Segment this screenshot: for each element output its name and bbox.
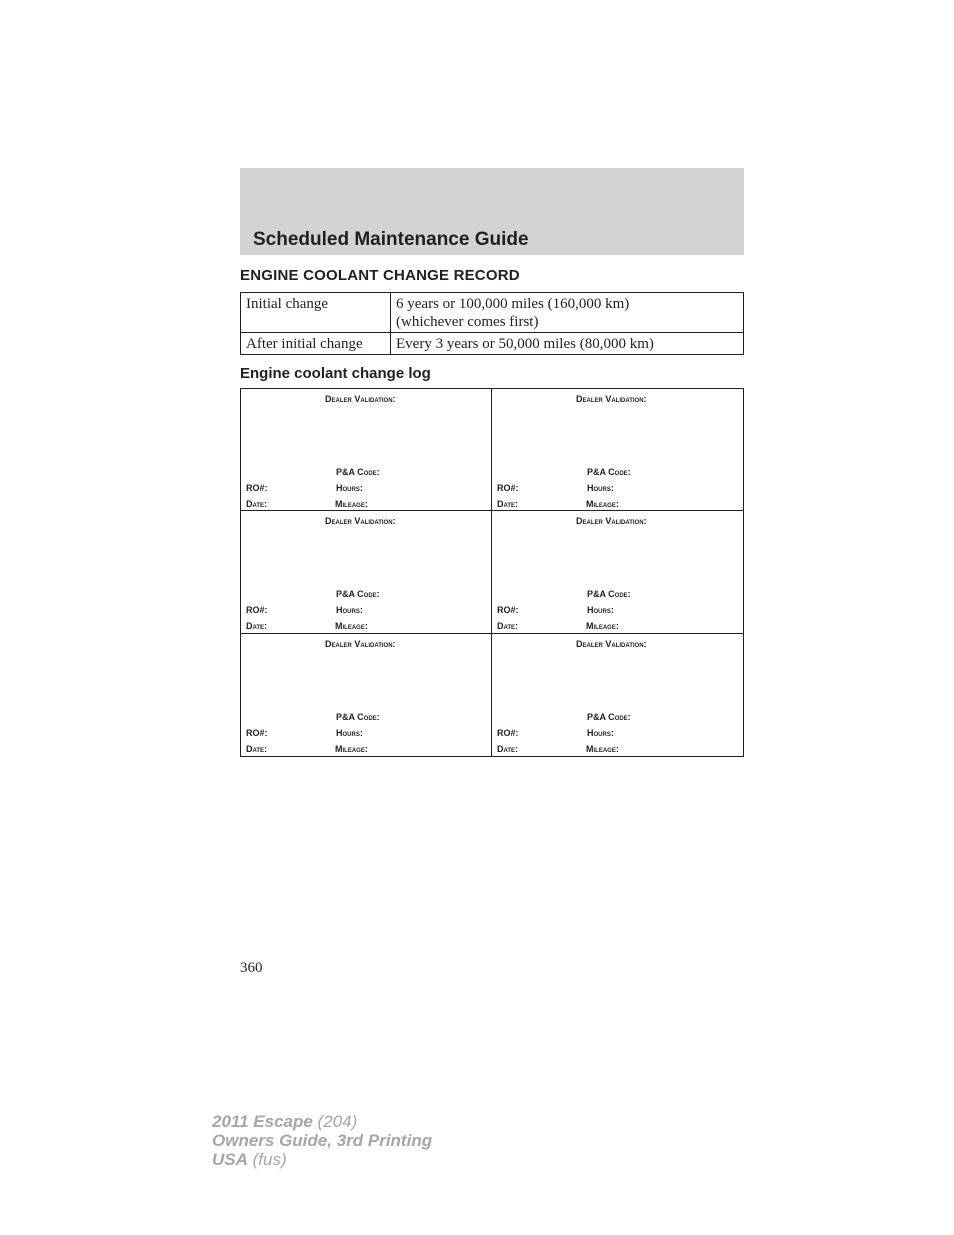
- pa-code-label: P&A Code:: [336, 711, 380, 722]
- hours-label: Hours:: [336, 727, 363, 738]
- footer-imprint: [212, 1112, 432, 1169]
- mileage-label: Mileage:: [335, 499, 368, 509]
- mileage-label: Mileage:: [335, 621, 368, 632]
- ro-label: RO#:: [246, 483, 268, 493]
- page-title: Scheduled Maintenance Guide: [253, 229, 529, 250]
- footer-line: Owners Guide, 3rd Printing: [212, 1131, 433, 1150]
- hours-label: Hours:: [587, 483, 614, 493]
- hours-label: Hours:: [587, 605, 614, 616]
- footer-market-code: (fus): [247, 1150, 287, 1169]
- pa-code-label: P&A Code:: [336, 467, 380, 477]
- log-entry-cell: [492, 389, 743, 511]
- coolant-change-log-grid: [240, 388, 744, 757]
- footer-line: [212, 1150, 432, 1169]
- log-entry-cell: [241, 634, 492, 756]
- dealer-validation-label: Dealer Validation:: [576, 638, 647, 649]
- table-cell-label: After initial change: [241, 333, 391, 355]
- footer-model: 2011 Escape: [212, 1112, 313, 1131]
- dealer-validation-label: Dealer Validation:: [325, 638, 396, 649]
- ro-label: RO#:: [246, 605, 268, 616]
- section-heading: ENGINE COOLANT CHANGE RECORD: [240, 267, 520, 284]
- table-row: [241, 333, 744, 355]
- hours-label: Hours:: [587, 727, 614, 738]
- ro-label: RO#:: [497, 727, 519, 738]
- ro-label: RO#:: [246, 727, 268, 738]
- pa-code-label: P&A Code:: [336, 589, 380, 600]
- table-cell-value: [391, 293, 744, 333]
- table-cell-value: Every 3 years or 50,000 miles (80,000 km): [391, 333, 744, 355]
- pa-code-label: P&A Code:: [587, 711, 631, 722]
- footer-line: [212, 1112, 432, 1131]
- table-cell-label: Initial change: [241, 293, 391, 333]
- hours-label: Hours:: [336, 483, 363, 493]
- log-entry-cell: [492, 634, 743, 756]
- mileage-label: Mileage:: [586, 621, 619, 632]
- page-number: 360: [240, 960, 263, 976]
- pa-code-label: P&A Code:: [587, 589, 631, 600]
- mileage-label: Mileage:: [335, 743, 368, 754]
- date-label: Date:: [497, 621, 519, 632]
- ro-label: RO#:: [497, 605, 519, 616]
- footer-market: USA: [212, 1150, 248, 1169]
- dealer-validation-label: Dealer Validation:: [325, 516, 396, 527]
- value-line: (whichever comes first): [396, 314, 539, 330]
- date-label: Date:: [246, 621, 268, 632]
- log-entry-cell: [241, 389, 492, 511]
- date-label: Date:: [246, 499, 268, 509]
- log-heading: Engine coolant change log: [240, 365, 431, 382]
- mileage-label: Mileage:: [586, 499, 619, 509]
- dealer-validation-label: Dealer Validation:: [576, 516, 647, 527]
- dealer-validation-label: Dealer Validation:: [325, 394, 396, 404]
- header-band: [240, 168, 744, 255]
- coolant-change-record-table: [240, 292, 744, 355]
- pa-code-label: P&A Code:: [587, 467, 631, 477]
- ro-label: RO#:: [497, 483, 519, 493]
- log-entry-cell: [492, 511, 743, 633]
- value-line: 6 years or 100,000 miles (160,000 km): [396, 296, 630, 312]
- date-label: Date:: [246, 743, 268, 754]
- dealer-validation-label: Dealer Validation:: [576, 394, 647, 404]
- table-row: [241, 293, 744, 333]
- date-label: Date:: [497, 743, 519, 754]
- mileage-label: Mileage:: [586, 743, 619, 754]
- footer-model-code: (204): [312, 1112, 358, 1131]
- date-label: Date:: [497, 499, 519, 509]
- hours-label: Hours:: [336, 605, 363, 616]
- log-entry-cell: [241, 511, 492, 633]
